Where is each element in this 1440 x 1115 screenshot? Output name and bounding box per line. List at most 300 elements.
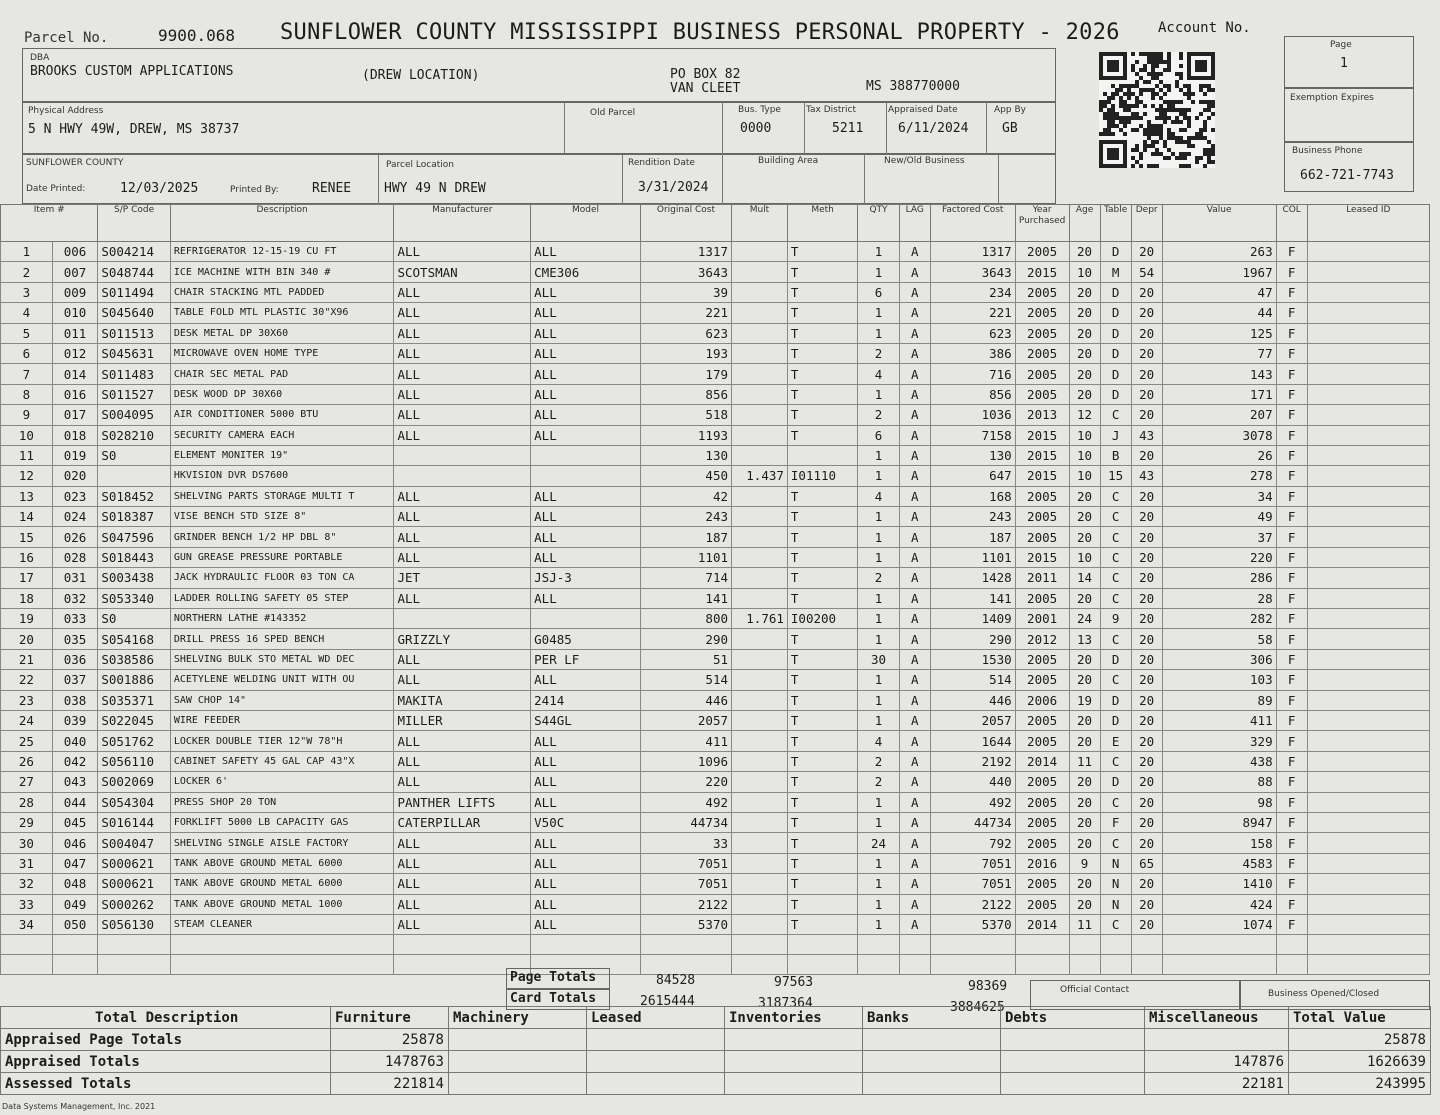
cell-factored-cost: 187 — [930, 527, 1015, 547]
cell-table: C — [1100, 914, 1131, 934]
cell-table: D — [1100, 710, 1131, 730]
cell-description: NORTHERN LATHE #143352 — [170, 609, 394, 629]
cell-mult — [732, 812, 788, 832]
cell-table: C — [1100, 507, 1131, 527]
cell-description: LADDER ROLLING SAFETY 05 STEP — [170, 588, 394, 608]
cell-value: 3078 — [1162, 425, 1276, 445]
summary-debts — [1001, 1051, 1145, 1073]
cell-item-: 22 — [1, 670, 53, 690]
location-note: (DREW LOCATION) — [362, 68, 480, 83]
cell-qty: 1 — [858, 874, 899, 894]
cell-mult — [732, 710, 788, 730]
cell-lag: A — [899, 792, 930, 812]
blank-row — [1, 955, 1430, 975]
cell-item-: 34 — [1, 914, 53, 934]
cell-col: F — [1276, 384, 1307, 404]
cell-manufacturer: ALL — [394, 874, 531, 894]
cell-meth: T — [787, 425, 857, 445]
cell-age: 20 — [1069, 649, 1100, 669]
col-manufacturer: Manufacturer — [394, 205, 531, 242]
cell-item-: 046 — [52, 833, 98, 853]
cell-factored-cost: 141 — [930, 588, 1015, 608]
cell-mult — [732, 874, 788, 894]
cell-qty: 2 — [858, 772, 899, 792]
cell-factored-cost: 716 — [930, 364, 1015, 384]
sum-col-machinery: Machinery — [449, 1007, 587, 1029]
cell-item-: 045 — [52, 812, 98, 832]
cell-item-: 2 — [1, 262, 53, 282]
cell-item-: 7 — [1, 364, 53, 384]
cell-value: 88 — [1162, 772, 1276, 792]
cell-lag: A — [899, 629, 930, 649]
cell-s-p-code: S004214 — [98, 242, 170, 262]
cell-item-: 020 — [52, 466, 98, 486]
cell-s-p-code: S001886 — [98, 670, 170, 690]
cell-qty: 2 — [858, 405, 899, 425]
cell-s-p-code: S018452 — [98, 486, 170, 506]
summary-machinery — [449, 1073, 587, 1095]
cell-mult — [732, 629, 788, 649]
cell-table: C — [1100, 588, 1131, 608]
cell-lag: A — [899, 833, 930, 853]
cell-item-: 016 — [52, 384, 98, 404]
col-meth: Meth — [787, 205, 857, 242]
cell-model: ALL — [531, 751, 641, 771]
cell-qty: 1 — [858, 507, 899, 527]
cell-item-: 044 — [52, 792, 98, 812]
cell-item-: 012 — [52, 343, 98, 363]
sum-col-furniture: Furniture — [331, 1007, 449, 1029]
table-row — [1, 833, 1430, 853]
cell-model: ALL — [531, 914, 641, 934]
col-qty: QTY — [858, 205, 899, 242]
cell-manufacturer: ALL — [394, 670, 531, 690]
cell-description: HKVISION DVR DS7600 — [170, 466, 394, 486]
cell-lag: A — [899, 568, 930, 588]
cell-col: F — [1276, 343, 1307, 363]
parcel-location: HWY 49 N DREW — [384, 181, 486, 196]
cell-manufacturer — [394, 445, 531, 465]
cell-item-: 017 — [52, 405, 98, 425]
cell-item-: 29 — [1, 812, 53, 832]
cell-depr: 20 — [1131, 649, 1162, 669]
cell-manufacturer: ALL — [394, 751, 531, 771]
cell-age: 20 — [1069, 303, 1100, 323]
cell-table: N — [1100, 853, 1131, 873]
cell-lag: A — [899, 343, 930, 363]
cell-model: ALL — [531, 874, 641, 894]
cell-mult — [732, 303, 788, 323]
cell-table: D — [1100, 242, 1131, 262]
bus-type-label: Bus. Type — [738, 105, 781, 115]
cell-factored-cost: 1644 — [930, 731, 1015, 751]
cell-year-purchased: 2005 — [1015, 323, 1069, 343]
cell-year-purchased: 2013 — [1015, 405, 1069, 425]
business-phone: 662-721-7743 — [1300, 168, 1394, 183]
cell-year-purchased: 2005 — [1015, 792, 1069, 812]
cell-description: SHELVING SINGLE AISLE FACTORY — [170, 833, 394, 853]
cell-year-purchased: 2005 — [1015, 303, 1069, 323]
cell-value: 44 — [1162, 303, 1276, 323]
cell-depr: 20 — [1131, 710, 1162, 730]
cell-qty: 1 — [858, 588, 899, 608]
cell-mult — [732, 772, 788, 792]
cell-value: 34 — [1162, 486, 1276, 506]
cell-meth: I01110 — [787, 466, 857, 486]
col-mult: Mult — [732, 205, 788, 242]
cell-depr: 20 — [1131, 303, 1162, 323]
cell-year-purchased: 2005 — [1015, 670, 1069, 690]
cell-meth: T — [787, 303, 857, 323]
cell-value: 47 — [1162, 282, 1276, 302]
cell-table: D — [1100, 772, 1131, 792]
page-totals-label: Page Totals — [510, 970, 597, 985]
cell-qty: 1 — [858, 894, 899, 914]
cell-item-: 5 — [1, 323, 53, 343]
cell-value: 37 — [1162, 527, 1276, 547]
cell-leased-id — [1307, 384, 1429, 404]
cell-item-: 16 — [1, 547, 53, 567]
cell-year-purchased: 2005 — [1015, 282, 1069, 302]
cell-original-cost: 5370 — [640, 914, 731, 934]
cell-leased-id — [1307, 914, 1429, 934]
cell-item-: 20 — [1, 629, 53, 649]
cell-meth: T — [787, 914, 857, 934]
cell-age: 20 — [1069, 772, 1100, 792]
cell-leased-id — [1307, 792, 1429, 812]
cell-meth: T — [787, 833, 857, 853]
cell-mult — [732, 507, 788, 527]
cell-year-purchased: 2005 — [1015, 812, 1069, 832]
cell-mult — [732, 792, 788, 812]
cell-qty: 1 — [858, 792, 899, 812]
summary-misc: 147876 — [1145, 1051, 1289, 1073]
cell-table: D — [1100, 343, 1131, 363]
sum-col-banks: Banks — [863, 1007, 1001, 1029]
cell-model — [531, 466, 641, 486]
table-row — [1, 731, 1430, 751]
col-description: Description — [170, 205, 394, 242]
cell-col: F — [1276, 507, 1307, 527]
cell-depr: 20 — [1131, 690, 1162, 710]
cell-description: PRESS SHOP 20 TON — [170, 792, 394, 812]
cell-leased-id — [1307, 812, 1429, 832]
cell-value: 220 — [1162, 547, 1276, 567]
cell-meth: T — [787, 649, 857, 669]
cell-year-purchased: 2015 — [1015, 445, 1069, 465]
table-row — [1, 588, 1430, 608]
cell-table: B — [1100, 445, 1131, 465]
cell-meth: T — [787, 772, 857, 792]
cell-model: ALL — [531, 894, 641, 914]
mailing-line2: VAN CLEET — [670, 81, 741, 96]
cell-model: ALL — [531, 405, 641, 425]
cell-table: N — [1100, 874, 1131, 894]
cell-model: ALL — [531, 833, 641, 853]
summary-banks — [863, 1029, 1001, 1051]
cell-col: F — [1276, 364, 1307, 384]
summary-inventories — [725, 1073, 863, 1095]
cell-item-: 8 — [1, 384, 53, 404]
cell-age: 10 — [1069, 262, 1100, 282]
cell-value: 89 — [1162, 690, 1276, 710]
cell-model: ALL — [531, 772, 641, 792]
cell-original-cost: 800 — [640, 609, 731, 629]
cell-age: 20 — [1069, 731, 1100, 751]
cell-age: 20 — [1069, 710, 1100, 730]
cell-age: 14 — [1069, 568, 1100, 588]
cell-s-p-code: S011494 — [98, 282, 170, 302]
cell-col: F — [1276, 303, 1307, 323]
blank-row — [1, 935, 1430, 955]
cell-factored-cost: 7051 — [930, 874, 1015, 894]
tax-district: 5211 — [832, 121, 864, 136]
cell-depr: 54 — [1131, 262, 1162, 282]
cell-item-: 14 — [1, 507, 53, 527]
tax-district-label: Tax District — [806, 105, 857, 115]
cell-original-cost: 1101 — [640, 547, 731, 567]
summary-total: 243995 — [1289, 1073, 1431, 1095]
cell-factored-cost: 492 — [930, 792, 1015, 812]
cell-item-: 019 — [52, 445, 98, 465]
cell-year-purchased: 2005 — [1015, 242, 1069, 262]
page-title: SUNFLOWER COUNTY MISSISSIPPI BUSINESS PERSONAL PROPERTY - 2026 — [280, 20, 1120, 45]
cell-meth: T — [787, 690, 857, 710]
cell-original-cost: 1096 — [640, 751, 731, 771]
cell-year-purchased: 2005 — [1015, 874, 1069, 894]
cell-col: F — [1276, 527, 1307, 547]
cell-item-: 18 — [1, 588, 53, 608]
cell-value: 1074 — [1162, 914, 1276, 934]
cell-mult — [732, 384, 788, 404]
cell-original-cost: 856 — [640, 384, 731, 404]
cell-leased-id — [1307, 568, 1429, 588]
cell-model: ALL — [531, 670, 641, 690]
cell-lag: A — [899, 547, 930, 567]
cell-value: 207 — [1162, 405, 1276, 425]
col-lag: LAG — [899, 205, 930, 242]
cell-s-p-code: S056130 — [98, 914, 170, 934]
cell-item-: 33 — [1, 894, 53, 914]
cell-factored-cost: 1530 — [930, 649, 1015, 669]
cell-model: ALL — [531, 853, 641, 873]
cell-description: DESK WOOD DP 30X60 — [170, 384, 394, 404]
table-row — [1, 894, 1430, 914]
cell-mult — [732, 731, 788, 751]
cell-lag: A — [899, 384, 930, 404]
col-year-purchased: Year Purchased — [1015, 205, 1069, 242]
cell-age: 20 — [1069, 874, 1100, 894]
card-total-factored-cost: 3884625 — [950, 1000, 1005, 1015]
cell-factored-cost: 44734 — [930, 812, 1015, 832]
cell-qty: 1 — [858, 262, 899, 282]
cell-qty: 1 — [858, 323, 899, 343]
summary-debts — [1001, 1029, 1145, 1051]
cell-year-purchased: 2005 — [1015, 343, 1069, 363]
cell-s-p-code: S016144 — [98, 812, 170, 832]
cell-value: 98 — [1162, 792, 1276, 812]
cell-lag: A — [899, 303, 930, 323]
cell-mult — [732, 833, 788, 853]
cell-depr: 20 — [1131, 731, 1162, 751]
cell-s-p-code: S056110 — [98, 751, 170, 771]
cell-factored-cost: 647 — [930, 466, 1015, 486]
cell-factored-cost: 792 — [930, 833, 1015, 853]
cell-depr: 20 — [1131, 242, 1162, 262]
cell-factored-cost: 2122 — [930, 894, 1015, 914]
table-row — [1, 242, 1430, 262]
cell-depr: 20 — [1131, 405, 1162, 425]
cell-description: ELEMENT MONITER 19" — [170, 445, 394, 465]
cell-leased-id — [1307, 445, 1429, 465]
cell-leased-id — [1307, 670, 1429, 690]
table-row — [1, 670, 1430, 690]
cell-original-cost: 518 — [640, 405, 731, 425]
cell-item-: 26 — [1, 751, 53, 771]
page-label: Page — [1330, 40, 1352, 50]
col-depr: Depr — [1131, 205, 1162, 242]
cell-qty: 2 — [858, 568, 899, 588]
summary-furniture: 221814 — [331, 1073, 449, 1095]
official-contact-label: Official Contact — [1060, 985, 1130, 995]
cell-age: 20 — [1069, 323, 1100, 343]
cell-leased-id — [1307, 629, 1429, 649]
cell-s-p-code: S047596 — [98, 527, 170, 547]
date-printed-label: Date Printed: — [26, 184, 86, 194]
cell-description: STEAM CLEANER — [170, 914, 394, 934]
cell-age: 20 — [1069, 588, 1100, 608]
cell-age: 20 — [1069, 364, 1100, 384]
cell-value: 1967 — [1162, 262, 1276, 282]
cell-depr: 20 — [1131, 364, 1162, 384]
cell-lag: A — [899, 323, 930, 343]
cell-factored-cost: 1036 — [930, 405, 1015, 425]
cell-leased-id — [1307, 609, 1429, 629]
cell-value: 329 — [1162, 731, 1276, 751]
cell-depr: 20 — [1131, 343, 1162, 363]
cell-manufacturer: ALL — [394, 343, 531, 363]
cell-leased-id — [1307, 425, 1429, 445]
cell-col: F — [1276, 425, 1307, 445]
cell-meth: T — [787, 710, 857, 730]
cell-model: ALL — [531, 343, 641, 363]
cell-qty: 1 — [858, 242, 899, 262]
cell-mult — [732, 649, 788, 669]
cell-original-cost: 243 — [640, 507, 731, 527]
cell-manufacturer: SCOTSMAN — [394, 262, 531, 282]
cell-value: 8947 — [1162, 812, 1276, 832]
cell-meth: T — [787, 792, 857, 812]
cell-qty: 1 — [858, 629, 899, 649]
cell-model: ALL — [531, 588, 641, 608]
cell-table: J — [1100, 425, 1131, 445]
cell-value: 282 — [1162, 609, 1276, 629]
cell-age: 10 — [1069, 445, 1100, 465]
cell-meth: T — [787, 242, 857, 262]
cell-mult — [732, 690, 788, 710]
cell-item-: 011 — [52, 323, 98, 343]
cell-qty: 1 — [858, 466, 899, 486]
cell-table: C — [1100, 670, 1131, 690]
cell-value: 77 — [1162, 343, 1276, 363]
cell-mult — [732, 588, 788, 608]
table-row — [1, 751, 1430, 771]
cell-mult — [732, 853, 788, 873]
cell-col: F — [1276, 262, 1307, 282]
table-row — [1, 609, 1430, 629]
cell-mult — [732, 914, 788, 934]
cell-model — [531, 445, 641, 465]
cell-col: F — [1276, 772, 1307, 792]
cell-age: 10 — [1069, 466, 1100, 486]
cell-leased-id — [1307, 731, 1429, 751]
cell-original-cost: 1193 — [640, 425, 731, 445]
cell-manufacturer: ALL — [394, 731, 531, 751]
cell-leased-id — [1307, 588, 1429, 608]
cell-original-cost: 450 — [640, 466, 731, 486]
page-total-original-cost: 84528 — [656, 973, 696, 988]
cell-col: F — [1276, 731, 1307, 751]
summary-total: 25878 — [1289, 1029, 1431, 1051]
cell-mult — [732, 486, 788, 506]
cell-depr: 20 — [1131, 588, 1162, 608]
cell-model: ALL — [531, 507, 641, 527]
county-label: SUNFLOWER COUNTY — [26, 158, 124, 168]
cell-age: 20 — [1069, 812, 1100, 832]
cell-meth: I00200 — [787, 609, 857, 629]
cell-lag: A — [899, 609, 930, 629]
cell-age: 11 — [1069, 751, 1100, 771]
cell-manufacturer: JET — [394, 568, 531, 588]
summary-row — [1, 1051, 1431, 1073]
cell-depr: 20 — [1131, 670, 1162, 690]
cell-original-cost: 623 — [640, 323, 731, 343]
cell-item-: 047 — [52, 853, 98, 873]
cell-item-: 049 — [52, 894, 98, 914]
parcel-location-label: Parcel Location — [386, 160, 454, 170]
cell-model: ALL — [531, 303, 641, 323]
cell-qty: 1 — [858, 914, 899, 934]
cell-description: DRILL PRESS 16 SPED BENCH — [170, 629, 394, 649]
cell-leased-id — [1307, 772, 1429, 792]
cell-mult: 1.437 — [732, 466, 788, 486]
cell-qty: 2 — [858, 751, 899, 771]
cell-age: 9 — [1069, 853, 1100, 873]
cell-year-purchased: 2005 — [1015, 486, 1069, 506]
cell-item-: 23 — [1, 690, 53, 710]
cell-original-cost: 3643 — [640, 262, 731, 282]
cell-lag: A — [899, 262, 930, 282]
cell-description: SHELVING BULK STO METAL WD DEC — [170, 649, 394, 669]
table-row — [1, 772, 1430, 792]
cell-depr: 20 — [1131, 547, 1162, 567]
cell-manufacturer: ALL — [394, 588, 531, 608]
cell-original-cost: 1317 — [640, 242, 731, 262]
cell-table: C — [1100, 527, 1131, 547]
cell-year-purchased: 2005 — [1015, 384, 1069, 404]
cell-value: 49 — [1162, 507, 1276, 527]
cell-factored-cost: 2192 — [930, 751, 1015, 771]
cell-value: 125 — [1162, 323, 1276, 343]
cell-value: 306 — [1162, 649, 1276, 669]
cell-original-cost: 514 — [640, 670, 731, 690]
sum-col-debts: Debts — [1001, 1007, 1145, 1029]
cell-item-: 032 — [52, 588, 98, 608]
cell-qty: 1 — [858, 547, 899, 567]
cell-table: 9 — [1100, 609, 1131, 629]
cell-mult — [732, 670, 788, 690]
cell-lag: A — [899, 405, 930, 425]
